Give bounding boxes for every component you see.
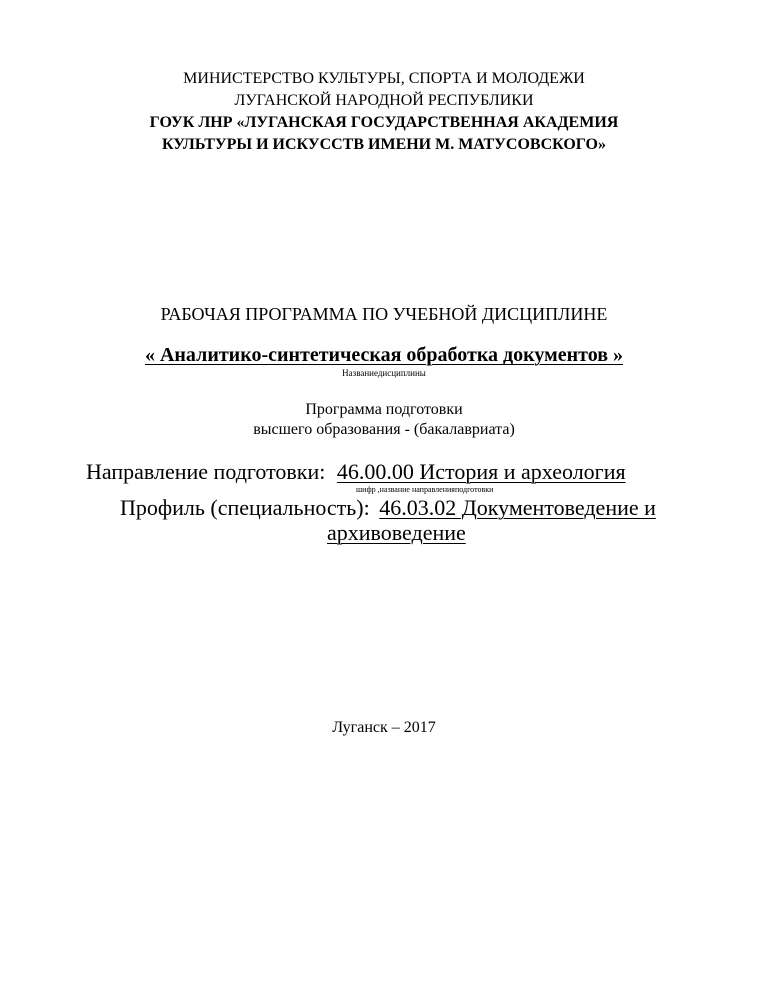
program-level-line-1: Программа подготовки	[305, 401, 463, 418]
discipline-name: « Аналитико-синтетическая обработка документов »	[144, 344, 624, 366]
direction-caption: шифр ,название направленияподготовки	[356, 485, 494, 494]
profile-value-line-1: 46.03.02 Документоведение и	[379, 495, 656, 520]
institution-line-2: КУЛЬТУРЫ И ИСКУССТВ ИМЕНИ М. МАТУСОВСКОГО»	[161, 136, 606, 153]
profile-label: Профиль (специальность):	[120, 495, 370, 520]
profile-row	[120, 497, 656, 519]
discipline-title	[0, 345, 768, 365]
program-level-line-2: высшего образования - (бакалавриата)	[253, 421, 515, 438]
ministry-line-1: МИНИСТЕРСТВО КУЛЬТУРЫ, СПОРТА И МОЛОДЕЖИ	[183, 70, 585, 87]
direction-value: 46.00.00 История и археология	[336, 459, 626, 484]
profile-row-continued	[327, 522, 466, 544]
profile-value-line-2: архивоведение	[327, 520, 466, 545]
direction-label: Направление подготовки:	[86, 459, 326, 484]
program-title: РАБОЧАЯ ПРОГРАММА ПО УЧЕБНОЙ ДИСЦИПЛИНЕ	[160, 304, 608, 324]
city-year: Луганск – 2017	[332, 719, 436, 736]
direction-row	[86, 461, 626, 483]
discipline-caption: Названиедисциплины	[342, 368, 426, 378]
ministry-line-2: ЛУГАНСКОЙ НАРОДНОЙ РЕСПУБЛИКИ	[234, 92, 534, 109]
institution-line-1: ГОУК ЛНР «ЛУГАНСКАЯ ГОСУДАРСТВЕННАЯ АКАДЕМИЯ	[149, 114, 619, 131]
